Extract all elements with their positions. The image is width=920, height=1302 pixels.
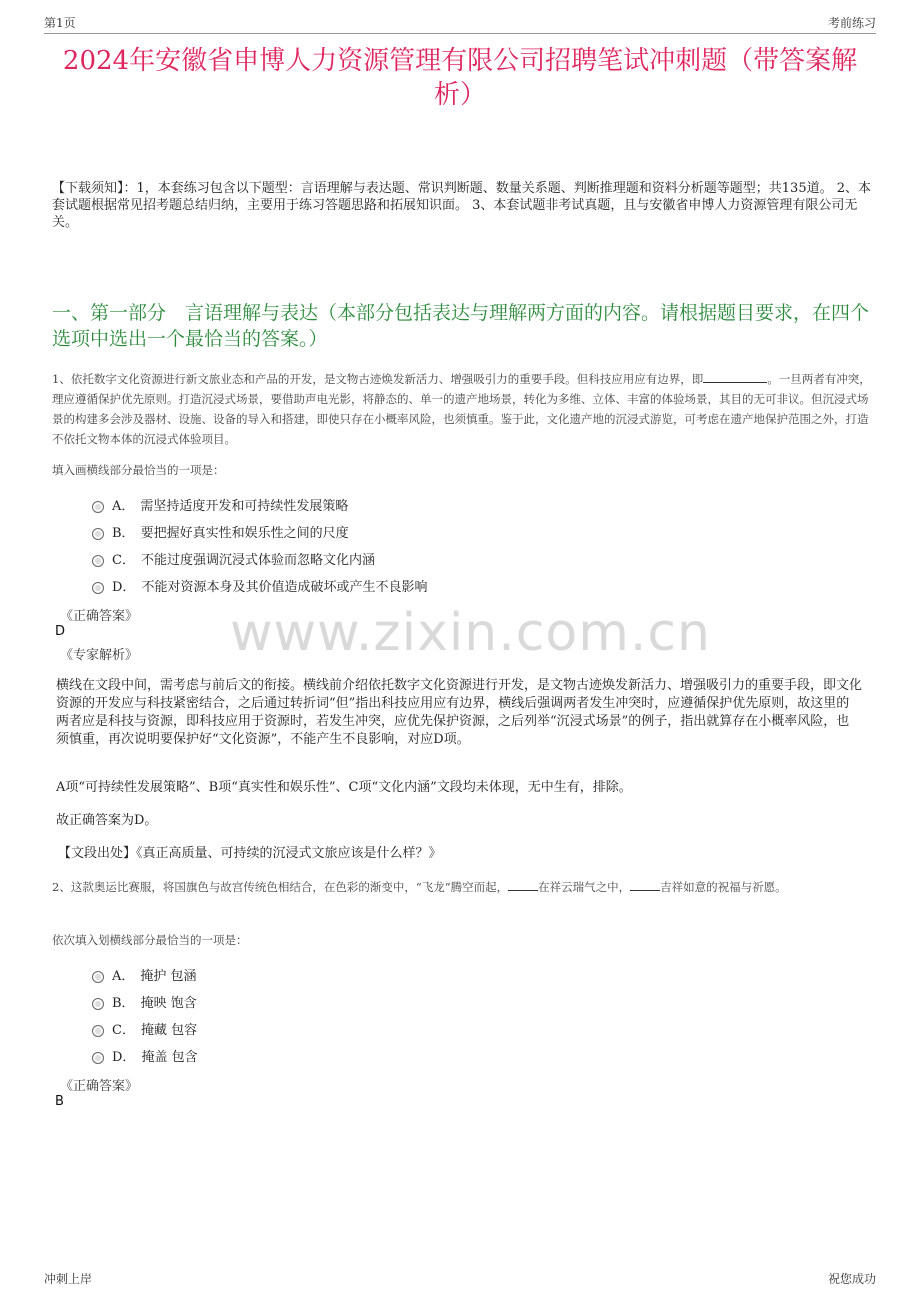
option-letter: D．: [112, 1050, 136, 1065]
page-header: [44, 14, 876, 34]
question-2-text-part2: 在祥云瑞气之中，: [538, 880, 631, 894]
option-letter: A．: [112, 969, 135, 984]
watermark: www.zixin.com.cn: [230, 603, 711, 663]
radio-icon[interactable]: [92, 1025, 104, 1037]
correct-answer: B: [55, 1094, 64, 1109]
option-letter: B．: [112, 526, 135, 541]
question-1-text-before: 1、依托数字文化资源进行新文旅业态和产品的开发，是文物古迹焕发新活力、增强吸引力的重要手段。但科技应用应有边界，即: [52, 372, 704, 386]
header-label: 考前练习: [827, 16, 876, 30]
fill-blank: [703, 370, 767, 383]
option-a[interactable]: [92, 491, 792, 518]
correct-answer-label: 《正确答案》: [60, 609, 139, 624]
option-c[interactable]: [92, 1015, 792, 1042]
option-d[interactable]: [92, 572, 792, 599]
analysis-paragraph-2: A项“可持续性发展策略”、B项“真实性和娱乐性”、C项“文化内涵”文段均未体现，无中生有，排除。: [56, 780, 632, 795]
page-number: 第1页: [44, 16, 76, 30]
analysis-paragraph-3: 故正确答案为D。: [56, 813, 158, 828]
option-text: 掩映 饱含: [140, 996, 197, 1011]
question-1-options: [92, 491, 792, 599]
analysis-paragraph-1: 横线在文段中间，需考虑与前后文的衔接。横线前介绍依托数字文化资源进行开发，是文物古迹焕发新活力、增强吸引力的重要手段，即文化资源的开发应与科技紧密结合，之后通过转折词“但”指出科技应用应有边界，横线后强调两者发生冲突时，应遵循保护优先原则，故这里的两者应是科技与资源，即科技应用于资源时，若发生冲突，应优先保护资源，之后列举“沉浸式场景”的例子，指出就算存在小概率风险，也须慎重，再次说明要保护好“文化资源”，不能产生不良影响，对应D项。: [56, 678, 863, 747]
correct-answer-label: 《正确答案》: [60, 1079, 139, 1094]
expert-analysis-label: 《专家解析》: [60, 648, 139, 663]
option-letter: C．: [112, 553, 135, 568]
section-heading: 一、第一部分 言语理解与表达（本部分包括表达与理解两方面的内容。请根据题目要求，在四个选项中选出一个最恰当的答案。）: [52, 302, 870, 350]
option-text: 不能对资源本身及其价值造成破坏或产生不良影响: [141, 580, 428, 595]
fill-blank: [630, 878, 660, 891]
option-text: 要把握好真实性和娱乐性之间的尺度: [140, 526, 349, 541]
radio-icon[interactable]: [92, 528, 104, 540]
fill-blank: [508, 878, 538, 891]
option-text: 掩盖 包含: [141, 1050, 198, 1065]
radio-icon[interactable]: [92, 971, 104, 983]
option-text: 掩护 包涵: [140, 969, 197, 984]
option-text: 掩藏 包容: [140, 1023, 198, 1038]
option-text: 需坚持适度开发和可持续性发展策略: [140, 499, 349, 514]
question-2-prompt: 依次填入划横线部分最恰当的一项是：: [52, 933, 248, 947]
radio-icon[interactable]: [92, 555, 104, 567]
correct-answer: D: [55, 624, 66, 639]
question-2-text: [52, 877, 874, 897]
download-notice: 【下载须知】：1，本套练习包含以下题型：言语理解与表达题、常识判断题、数量关系题、判断推理题和资料分析题等题型；共135道。 2、本套试题根据常见招考题总结归纳，主要用于练习答题思路和拓展知识面。 3、本套试题非考试真题，且与安徽省申博人力资源管理有限公司无关。: [52, 181, 871, 230]
option-a[interactable]: [92, 961, 792, 988]
option-letter: A．: [112, 499, 135, 514]
radio-icon[interactable]: [92, 1052, 104, 1064]
option-letter: B．: [112, 996, 135, 1011]
option-d[interactable]: [92, 1042, 792, 1069]
document-title: 2024年安徽省申博人力资源管理有限公司招聘笔试冲刺题（带答案解析）: [62, 46, 858, 110]
option-letter: D．: [112, 580, 136, 595]
option-b[interactable]: [92, 518, 792, 545]
question-2-options: [92, 961, 792, 1069]
option-text: 不能过度强调沉浸式体验而忽略文化内涵: [140, 553, 375, 568]
question-1-text: [52, 369, 874, 449]
radio-icon[interactable]: [92, 998, 104, 1010]
radio-icon[interactable]: [92, 582, 104, 594]
option-c[interactable]: [92, 545, 792, 572]
footer-right-text: 祝您成功: [827, 1272, 876, 1286]
option-letter: C．: [112, 1023, 135, 1038]
question-2-text-part1: 2、这款奥运比赛服，将国旗色与故宫传统色相结合，在色彩的渐变中，“飞龙”腾空而起，: [52, 880, 509, 894]
passage-source: 【文段出处】《真正高质量、可持续的沉浸式文旅应该是什么样？》: [58, 846, 442, 861]
footer-left-text: 冲刺上岸: [44, 1272, 93, 1286]
question-1-prompt: 填入画横线部分最恰当的一项是：: [52, 463, 225, 477]
option-b[interactable]: [92, 988, 792, 1015]
question-1-text-after: 。一旦两者有冲突，理应遵循保护优先原则。打造沉浸式场景，要借助声电光影，将静态的、单一的遗产地场景，转化为多维、立体、丰富的体验场景，其目的无可非议。但沉浸式场景的构建多会涉及器材、设施、设备的导入和搭建，即使只存在小概率风险，也须慎重。鉴于此，文化遗产地的沉浸式游览，可考虑在遗产地保护范围之外，打造不依托文物本体的沉浸式体验项目。: [52, 372, 871, 446]
radio-icon[interactable]: [92, 501, 104, 513]
question-2-text-part3: 吉祥如意的祝福与祈愿。: [660, 880, 787, 894]
